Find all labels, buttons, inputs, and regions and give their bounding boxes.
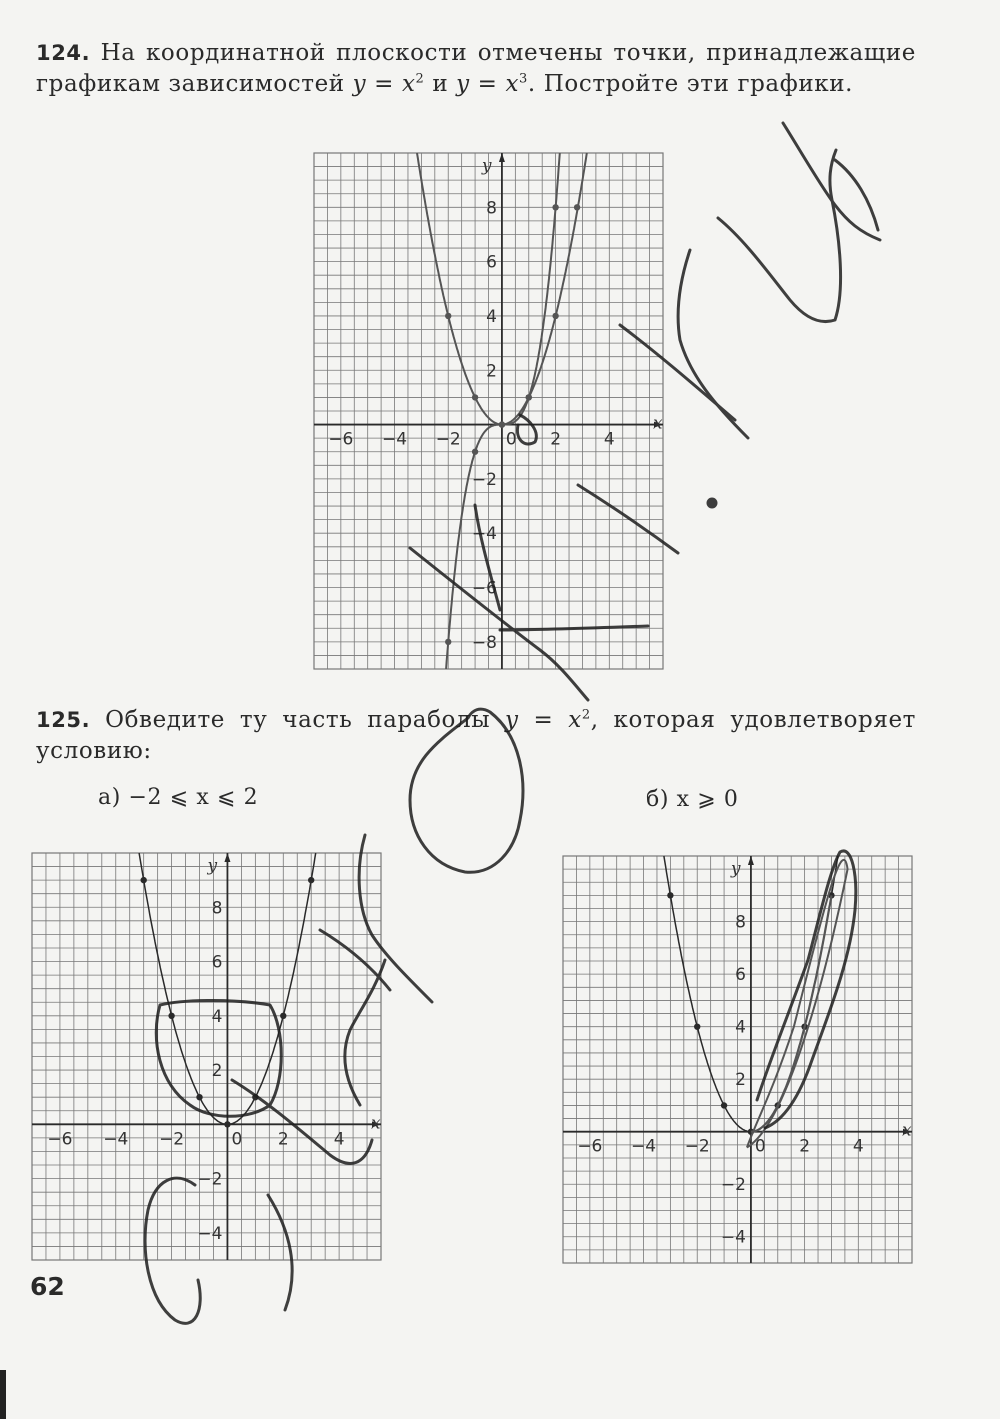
y-axis-label: y: [481, 156, 492, 176]
x-tick-label: 4: [852, 1136, 864, 1157]
x-tick-label: −4: [103, 1129, 129, 1150]
origin-label: 0: [754, 1136, 766, 1157]
y-tick-label: −8: [471, 632, 497, 653]
y-tick-label: 6: [486, 252, 497, 273]
y-tick-label: −2: [197, 1169, 223, 1190]
exercise-124-text: 124. На координатной плоскости отмечены точки, принадлежащие графикам зависимостей $y = x^2$ и $y = x^3$. Постройте эти графики.: [36, 40, 916, 97]
condition-a: а) −2 ⩽ x ⩽ 2: [98, 785, 259, 810]
y-tick-label: 4: [735, 1017, 746, 1038]
y-tick-label: −2: [720, 1175, 746, 1196]
y-tick-label: 2: [211, 1061, 223, 1082]
origin-label: 0: [231, 1129, 243, 1150]
page-number: 62: [30, 1272, 65, 1301]
y-tick-label: 4: [486, 306, 497, 327]
exercise-125-text: 125. Обведите ту часть параболы $y = x^2$, которая удовлетворяет условию:: [36, 707, 916, 764]
x-tick-label: −4: [382, 429, 408, 450]
x-tick-label: 2: [799, 1136, 811, 1157]
condition-b: б) x ⩾ 0: [646, 787, 739, 812]
y-tick-label: −6: [471, 578, 497, 599]
x-tick-label: −2: [684, 1136, 710, 1157]
x-tick-label: −2: [159, 1129, 185, 1150]
y-tick-label: 4: [211, 1006, 223, 1027]
y-tick-label: −4: [720, 1227, 746, 1248]
x-axis-label: x: [653, 413, 663, 434]
exercise-124-number: 124.: [36, 41, 91, 65]
origin-label: 0: [505, 429, 517, 450]
y-tick-label: 6: [211, 952, 223, 973]
x-tick-label: −6: [47, 1129, 73, 1150]
x-axis-label: x: [371, 1113, 381, 1134]
exercise-125-number: 125.: [36, 708, 91, 732]
y-tick-label: −4: [197, 1223, 223, 1244]
x-tick-label: −6: [328, 429, 354, 450]
y-tick-label: −2: [471, 469, 497, 490]
y-axis-label: y: [730, 859, 741, 879]
x-tick-label: −2: [435, 429, 461, 450]
x-tick-label: 4: [333, 1129, 345, 1150]
y-tick-label: −4: [471, 524, 497, 545]
y-tick-label: 8: [211, 898, 223, 919]
y-axis-label: y: [207, 856, 218, 876]
y-tick-label: 2: [735, 1070, 746, 1091]
x-tick-label: 4: [603, 429, 615, 450]
x-tick-label: −6: [577, 1136, 603, 1157]
x-tick-label: 2: [277, 1129, 289, 1150]
y-tick-label: 8: [486, 198, 497, 219]
y-tick-label: 8: [735, 912, 746, 933]
x-tick-label: 2: [550, 429, 562, 450]
y-tick-label: 2: [486, 361, 497, 382]
y-tick-label: 6: [735, 965, 746, 986]
x-tick-label: −4: [631, 1136, 657, 1157]
x-axis-label: x: [902, 1120, 912, 1141]
